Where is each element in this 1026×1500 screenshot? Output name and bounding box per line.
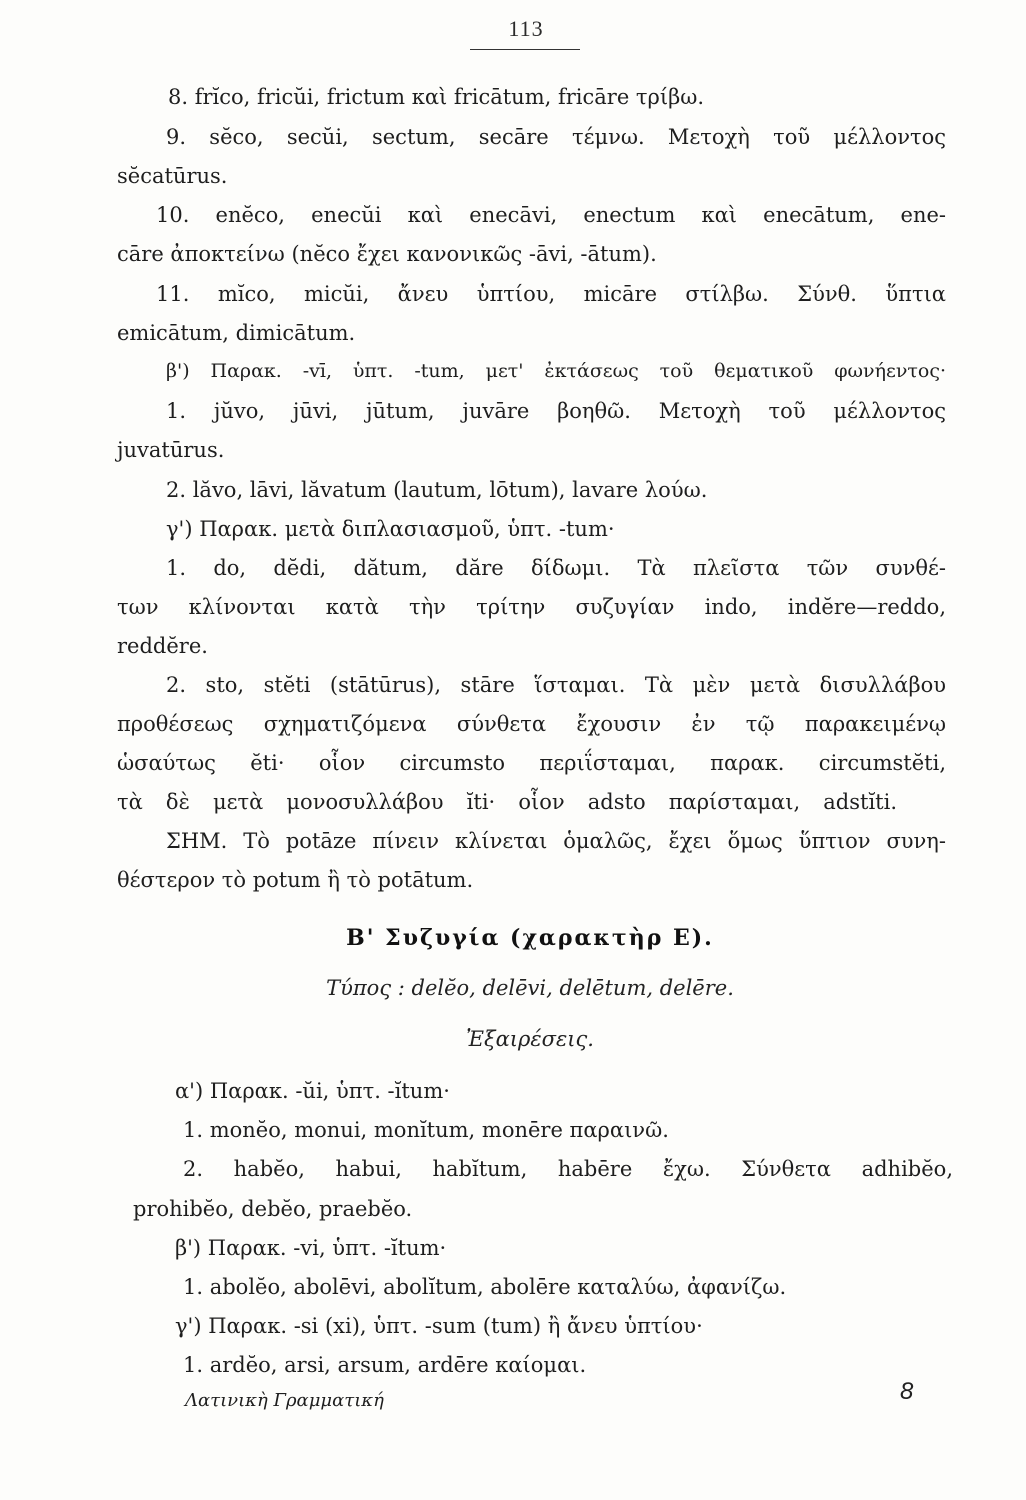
text-line: cāre ἀποκτείνω (nĕco ἔχει κανονικῶς -āvi, -ātum). xyxy=(117,242,657,266)
header-rule xyxy=(470,49,580,50)
footer-title: Λατινικὴ Γραμματική xyxy=(185,1390,384,1411)
text-line: των κλίνονται κατὰ τὴν τρίτην συζυγίαν indo, indĕre—reddo, xyxy=(117,595,946,619)
text-line: γ') Παρακ. -si (xi), ὑπτ. -sum (tum) ἢ ἄνευ ὑπτίου· xyxy=(175,1314,703,1338)
text-line: 10. enĕco, enecŭi καὶ enecāvi, enectum καὶ enecātum, ene- xyxy=(156,203,946,227)
text-line: θέστερον τὸ potum ἢ τὸ potātum. xyxy=(117,868,474,892)
text-line: 11. mĭco, micŭi, ἄνευ ὑπτίου, micāre στίλβω. Σύνθ. ὕπτια xyxy=(156,282,946,306)
text-line: 2. sto, stĕti (stātūrus), stāre ἵσταμαι. Τὰ μὲν μετὰ δισυλλάβου xyxy=(166,673,946,697)
text-line: sĕcatūrus. xyxy=(117,164,228,188)
text-line: α') Παρακ. -ŭi, ὑπτ. -ĭtum· xyxy=(175,1079,450,1103)
exceptions-heading: Ἐξαιρέσεις. xyxy=(466,1027,594,1051)
text-line: προθέσεως σχηματιζόμενα σύνθετα ἔχουσιν ἐν τῷ παρακειμένῳ xyxy=(117,712,946,736)
text-line: 1. jŭvo, jūvi, jūtum, juvāre βοηθῶ. Μετοχὴ τοῦ μέλλοντος xyxy=(166,399,946,423)
text-line: prohibĕo, debĕo, praebĕo. xyxy=(133,1197,413,1221)
text-line: 8. frĭco, fricŭi, frictum καὶ fricātum, fricāre τρίβω. xyxy=(168,85,705,109)
signature-mark: 8 xyxy=(900,1378,914,1405)
text-line: β') Παρακ. -vi, ὑπτ. -ĭtum· xyxy=(175,1236,447,1260)
text-line: 1. do, dĕdi, dătum, dăre δίδωμι. Τὰ πλεῖστα τῶν συνθέ- xyxy=(166,556,946,580)
section-heading: Β' Συζυγία (χαρακτὴρ Ε). xyxy=(346,925,714,951)
text-line: 2. habĕo, habui, habĭtum, habēre ἔχω. Σύνθετα adhibĕo, xyxy=(183,1157,953,1181)
page-number: 113 xyxy=(508,16,544,41)
text-line: 1. ardĕo, arsi, arsum, ardēre καίομαι. xyxy=(183,1353,587,1377)
text-line: 9. sĕco, secŭi, sectum, secāre τέμνω. Μετοχὴ τοῦ μέλλοντος xyxy=(166,125,946,149)
text-line: τὰ δὲ μετὰ μονοσυλλάβου ĭti· οἷον adsto παρίσταμαι, adstĭti. xyxy=(117,790,897,814)
text-line: γ') Παρακ. μετὰ διπλασιασμοῦ, ὑπτ. -tum· xyxy=(166,517,615,541)
text-line: 1. abolĕo, abolēvi, abolĭtum, abolēre καταλύω, ἀφανίζω. xyxy=(183,1275,787,1299)
text-line: emicātum, dimicātum. xyxy=(117,321,356,345)
text-line: 1. monĕo, monui, monĭtum, monēre παραινῶ. xyxy=(183,1118,669,1142)
text-line: ὡσαύτως ĕti· οἷον circumsto περιΐσταμαι, παρακ. circumstĕti, xyxy=(117,751,946,775)
text-line: 2. lăvo, lāvi, lăvatum (lautum, lōtum), lavare λούω. xyxy=(166,478,708,502)
type-line: Τύπος : delĕo, delēvi, delētum, delēre. xyxy=(326,976,734,1000)
text-line: reddĕre. xyxy=(117,634,208,658)
text-line: juvatūrus. xyxy=(117,438,225,462)
text-line: ΣΗΜ. Τὸ potāze πίνειν κλίνεται ὁμαλῶς, ἔχει ὅμως ὕπτιον συνη- xyxy=(166,829,946,853)
text-line: β') Παρακ. -vī, ὑπτ. -tum, μετ' ἐκτάσεως τοῦ θεματικοῦ φωνήεντος· xyxy=(166,360,946,382)
